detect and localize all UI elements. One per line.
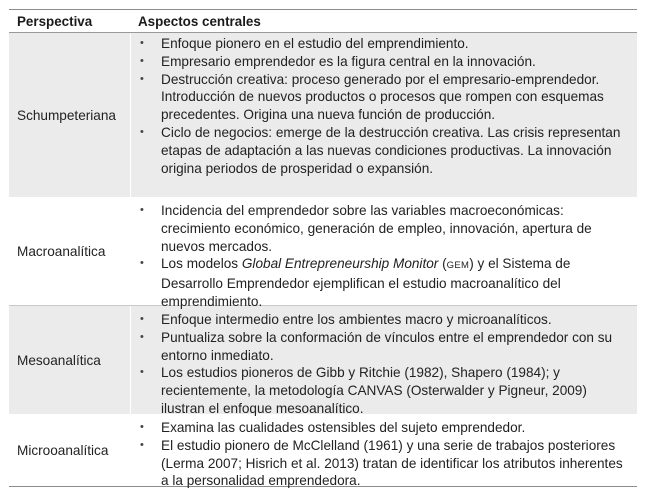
bullet-icon: • xyxy=(140,204,144,216)
table-row-mesoanalitica xyxy=(9,305,637,414)
list-item: • Enfoque pionero en el estudio del emprendimiento. xyxy=(140,36,469,51)
list-item: • Los estudios pioneros de Gibb y Ritchie (1982), Shapero (1984); y recientemente, la metodología CANVAS (Osterwalder y Pigneur, 2009) ilustran el enfoque mesoanalítico. xyxy=(140,365,587,416)
bullet-icon: • xyxy=(140,257,144,270)
aspects-cell xyxy=(131,197,637,309)
perspectives-table xyxy=(9,9,637,487)
list-item: • Examina las cualidades ostensibles del sujeto emprendedor. xyxy=(140,420,526,435)
bullet-icon: • xyxy=(140,366,144,379)
perspective-cell: Schumpeteriana xyxy=(9,33,131,197)
list-item: • Empresario emprendedor es la figura central en la innovación. xyxy=(140,53,536,69)
bullet-icon: • xyxy=(140,438,144,451)
table-row-microoanalitica xyxy=(9,414,637,489)
table-row-macroanalitica xyxy=(9,197,637,309)
list-item: • Ciclo de negocios: emerge de la destrucción creativa. Las crisis representan etapas de adaptación a las nuevas condiciones productivas. La innovación origina periodos de prosperidad o expansión. xyxy=(140,124,621,176)
bullet-icon: • xyxy=(140,421,144,433)
bullet-icon: • xyxy=(140,72,144,85)
list-item: • Incidencia del emprendedor sobre las variables macroeconómicas: crecimiento económico, generación de empleo, innovación, apertura de nuevos mercados. xyxy=(140,203,592,254)
bullet-icon: • xyxy=(140,330,144,343)
list-item: • Los modelos Global Entrepreneurship Monitor (GEM) y el Sistema de Desarrollo Emprendedor ejemplifican el estudio macroanalítico del emprendimiento. xyxy=(140,256,571,309)
bullet-icon: • xyxy=(140,37,144,49)
header-perspective: Perspectiva xyxy=(17,13,93,29)
aspects-cell xyxy=(131,306,637,414)
bullet-icon: • xyxy=(140,54,144,67)
aspects-cell xyxy=(131,33,637,197)
aspects-cell xyxy=(131,414,637,489)
list-item: • Destrucción creativa: proceso generado por el empresario-emprendedor. Introducción de nuevos productos o procesos que rompen con esquemas precedentes. Origina una nueva función de producción. xyxy=(140,71,604,123)
perspective-cell: Mesoanalítica xyxy=(9,306,131,414)
bullet-icon: • xyxy=(140,313,144,325)
list-item: • Puntualiza sobre la conformación de vínculos entre el emprendedor con su entorno inmediato. xyxy=(140,329,613,363)
perspective-cell: Microoanalítica xyxy=(9,414,131,486)
perspective-cell: Macroanalítica xyxy=(9,197,131,305)
list-item: • El estudio pionero de McClelland (1961) y una serie de trabajos posteriores (Lerma 2007; Hisrich et al. 2013) tratan de identificar los atributos inherentes a la personalidad emprendedora. xyxy=(140,437,623,489)
header-aspects: Aspectos centrales xyxy=(138,13,261,29)
table-row-schumpeteriana xyxy=(9,33,637,197)
bullet-icon: • xyxy=(140,125,144,138)
list-item: • Enfoque intermedio entre los ambientes macro y microanalíticos. xyxy=(140,312,552,327)
table-header xyxy=(9,10,637,33)
